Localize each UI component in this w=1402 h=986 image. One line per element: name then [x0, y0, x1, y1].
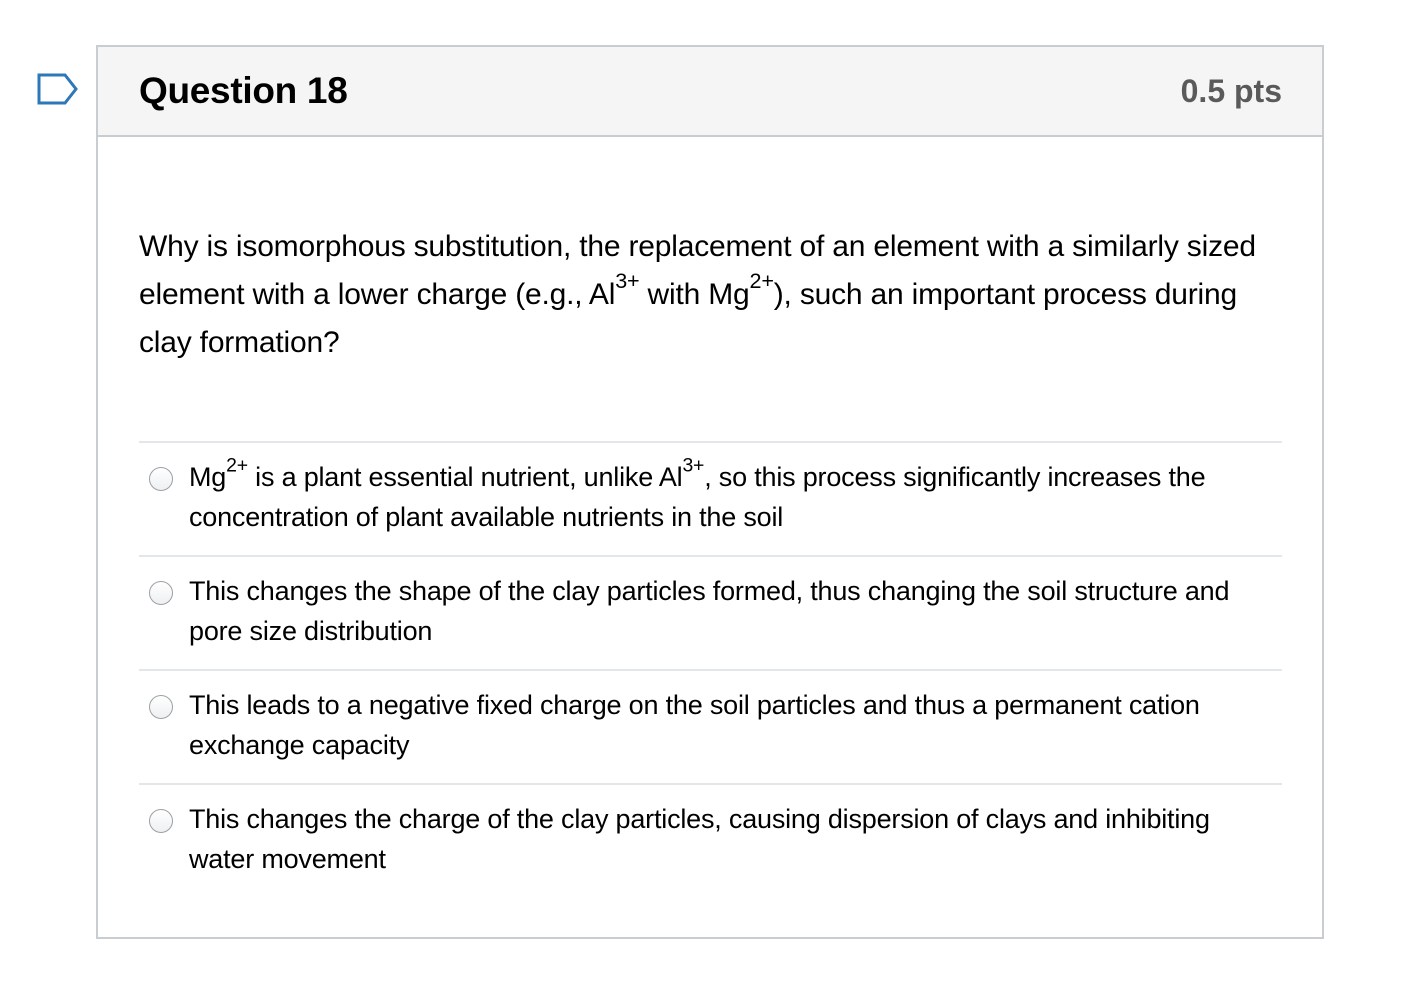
answer-text: This leads to a negative fixed charge on the soil particles and thus a permanent cation exchange capacity [189, 690, 1200, 760]
answer-text-part: , so this process significantly increases the concentration of plant available nutrients in the soil [189, 462, 1206, 532]
answer-text-superscript: 3+ [682, 454, 705, 477]
question-text-part: Why is isomorphous substitution, the replacement of an element with a similarly sized element with a lower charge (e.g., Al [139, 230, 1256, 311]
radio-button-icon[interactable] [149, 581, 173, 605]
question-text-part: ), such an important process during clay formation? [139, 278, 1237, 359]
question-card [96, 45, 1324, 939]
answer-option-4[interactable] [139, 785, 1282, 897]
radio-button-icon[interactable] [149, 467, 173, 491]
answer-text-part: is a plant essential nutrient, unlike Al [247, 462, 683, 492]
answer-text-part: Mg [189, 462, 227, 492]
answer-option-1[interactable] [139, 443, 1282, 557]
question-header [98, 47, 1322, 137]
radio-button-icon[interactable] [149, 695, 173, 719]
answer-text [189, 454, 1282, 537]
answer-text: This changes the charge of the clay particles, causing dispersion of clays and inhibiting water movement [189, 804, 1210, 874]
question-text-part: with Mg [639, 278, 750, 311]
question-title: Question 18 [139, 70, 348, 111]
flag-question-icon[interactable] [36, 72, 80, 106]
question-text [139, 223, 1282, 367]
question-body [98, 223, 1322, 897]
answer-option-2[interactable] [139, 557, 1282, 671]
answer-list [139, 441, 1282, 897]
answer-text-superscript: 2+ [226, 454, 248, 477]
radio-button-icon[interactable] [149, 809, 173, 833]
question-text-superscript: 2+ [749, 267, 774, 293]
question-points: 0.5 pts [1180, 72, 1282, 109]
question-text-superscript: 3+ [615, 267, 640, 293]
answer-option-3[interactable] [139, 671, 1282, 785]
answer-text: This changes the shape of the clay particles formed, thus changing the soil structure and pore size distribution [189, 576, 1230, 646]
